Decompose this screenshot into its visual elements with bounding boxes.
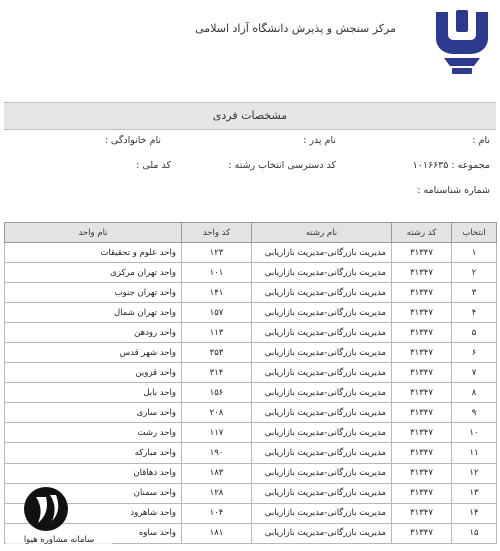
cell-major-name: مدیریت بازرگانی-مدیریت بازاریابی [252, 483, 392, 503]
cell-choice: ۱۳ [452, 483, 497, 503]
table-row [5, 403, 497, 423]
cell-major-name: مدیریت بازرگانی-مدیریت بازاریابی [252, 523, 392, 543]
cell-unit-code: ۱۰۴ [182, 503, 252, 523]
cell-major-name: مدیریت بازرگانی-مدیریت بازاریابی [252, 363, 392, 383]
cell-choice: ۱۴ [452, 503, 497, 523]
field-family-name: نام خانوادگی : [104, 135, 161, 146]
cell-unit-name: واحد ساوه [5, 523, 182, 543]
cell-unit-code: ۱۱۷ [182, 423, 252, 443]
cell-choice: ۱ [452, 243, 497, 263]
cell-unit-code: ۱۲۸ [182, 483, 252, 503]
cell-unit-name: واحد تهران مرکزی [5, 263, 182, 283]
cell-unit-name: واحد قزوین [5, 363, 182, 383]
cell-major-code: ۳۱۳۴۷ [392, 463, 452, 483]
cell-major-name: مدیریت بازرگانی-مدیریت بازاریابی [252, 303, 392, 323]
cell-major-name: مدیریت بازرگانی-مدیریت بازاریابی [252, 383, 392, 403]
cell-major-name: مدیریت بازرگانی-مدیریت بازاریابی [252, 443, 392, 463]
cell-unit-name: واحد رشت [5, 423, 182, 443]
table-row [5, 423, 497, 443]
cell-unit-name: واحد مبارکه [5, 443, 182, 463]
document-header [4, 4, 496, 86]
header-unit-code: کد واحد [182, 223, 252, 243]
cell-unit-code: ۱۲۳ [182, 243, 252, 263]
cell-major-code: ۳۱۳۴۷ [392, 383, 452, 403]
cell-major-code: ۳۱۳۴۷ [392, 363, 452, 383]
cell-unit-name: واحد شاهرود [5, 503, 182, 523]
cell-unit-code: ۱۸۳ [182, 463, 252, 483]
cell-choice: ۲ [452, 263, 497, 283]
cell-major-code: ۳۱۳۴۷ [392, 343, 452, 363]
cell-major-name: مدیریت بازرگانی-مدیریت بازاریابی [252, 323, 392, 343]
cell-unit-name: واحد تهران شمال [5, 303, 182, 323]
cell-unit-code: ۱۵۷ [182, 303, 252, 323]
watermark [4, 485, 114, 547]
cell-major-code: ۳۱۳۴۷ [392, 503, 452, 523]
cell-unit-code: ۳۱۴ [182, 363, 252, 383]
cell-major-code: ۳۱۳۴۷ [392, 323, 452, 343]
header-major-code: کد رشته [392, 223, 452, 243]
cell-major-name: مدیریت بازرگانی-مدیریت بازاریابی [252, 403, 392, 423]
cell-major-code: ۳۱۳۴۷ [392, 523, 452, 543]
cell-unit-name: واحد تهران جنوب [5, 283, 182, 303]
cell-unit-code: ۱۴۱ [182, 283, 252, 303]
field-name: نام : [472, 135, 490, 146]
cell-unit-code: ۳۵۳ [182, 343, 252, 363]
cell-major-name: مدیریت بازرگانی-مدیریت بازاریابی [252, 503, 392, 523]
table-row [5, 303, 497, 323]
table-row [5, 343, 497, 363]
cell-major-name: مدیریت بازرگانی-مدیریت بازاریابی [252, 423, 392, 443]
table-header-row [5, 223, 497, 243]
cell-choice: ۷ [452, 363, 497, 383]
cell-unit-code: ۱۰۱ [182, 263, 252, 283]
cell-major-code: ۳۱۳۴۷ [392, 483, 452, 503]
azad-university-logo [434, 8, 490, 78]
cell-choice: ۶ [452, 343, 497, 363]
cell-choice: ۱۱ [452, 443, 497, 463]
table-row [5, 443, 497, 463]
cell-unit-name: واحد بابل [5, 383, 182, 403]
cell-unit-name: واحد شهر قدس [5, 343, 182, 363]
field-id-number: شماره شناسنامه : [417, 185, 490, 196]
document-page [4, 4, 496, 547]
header-choice: انتخاب [452, 223, 497, 243]
cell-unit-code: ۱۸۱ [182, 523, 252, 543]
cell-choice: ۱۵ [452, 523, 497, 543]
cell-major-code: ۳۱۳۴۷ [392, 303, 452, 323]
table-row [5, 283, 497, 303]
cell-major-code: ۳۱۳۴۷ [392, 243, 452, 263]
table-row [5, 243, 497, 263]
cell-unit-name: واحد علوم و تحقیقات [5, 243, 182, 263]
cell-choice: ۵ [452, 323, 497, 343]
cell-unit-name: واحد ساری [5, 403, 182, 423]
table-row [5, 383, 497, 403]
cell-major-code: ۳۱۳۴۷ [392, 283, 452, 303]
cell-unit-code: ۱۵۶ [182, 383, 252, 403]
cell-choice: ۴ [452, 303, 497, 323]
table-row [5, 323, 497, 343]
cell-major-name: مدیریت بازرگانی-مدیریت بازاریابی [252, 263, 392, 283]
field-group: مجموعه : ۱۰۱۶۶۳۵ [412, 160, 490, 171]
cell-unit-code: ۱۹۰ [182, 443, 252, 463]
header-unit-name: نام واحد [5, 223, 182, 243]
cell-choice: ۳ [452, 283, 497, 303]
cell-choice: ۹ [452, 403, 497, 423]
cell-major-code: ۳۱۳۴۷ [392, 423, 452, 443]
watermark-logo-icon [4, 485, 114, 535]
table-row [5, 363, 497, 383]
cell-unit-code: ۲۰۸ [182, 403, 252, 423]
cell-unit-name: واحد سمنان [5, 483, 182, 503]
org-title: مرکز سنجش و پذیرش دانشگاه آزاد اسلامی [195, 22, 396, 35]
watermark-text: سامانه مشاوره هیوا [6, 535, 112, 545]
cell-choice: ۱۰ [452, 423, 497, 443]
field-national-code: کد ملی : [136, 160, 171, 171]
cell-major-name: مدیریت بازرگانی-مدیریت بازاریابی [252, 463, 392, 483]
cell-choice: ۸ [452, 383, 497, 403]
cell-major-code: ۳۱۳۴۷ [392, 263, 452, 283]
cell-unit-code: ۱۱۳ [182, 323, 252, 343]
field-father-name: نام پدر : [303, 135, 336, 146]
cell-major-name: مدیریت بازرگانی-مدیریت بازاریابی [252, 243, 392, 263]
cell-major-name: مدیریت بازرگانی-مدیریت بازاریابی [252, 343, 392, 363]
section-title: مشخصات فردی [4, 102, 496, 130]
cell-choice: ۱۲ [452, 463, 497, 483]
cell-unit-name: واحد رودهن [5, 323, 182, 343]
cell-major-code: ۳۱۳۴۷ [392, 403, 452, 423]
table-row [5, 263, 497, 283]
header-major-name: نام رشته [252, 223, 392, 243]
cell-major-code: ۳۱۳۴۷ [392, 443, 452, 463]
table-row [5, 463, 497, 483]
field-access-code: کد دسترسی انتخاب رشته : [228, 160, 336, 171]
cell-major-name: مدیریت بازرگانی-مدیریت بازاریابی [252, 283, 392, 303]
cell-unit-name: واحد دهاقان [5, 463, 182, 483]
